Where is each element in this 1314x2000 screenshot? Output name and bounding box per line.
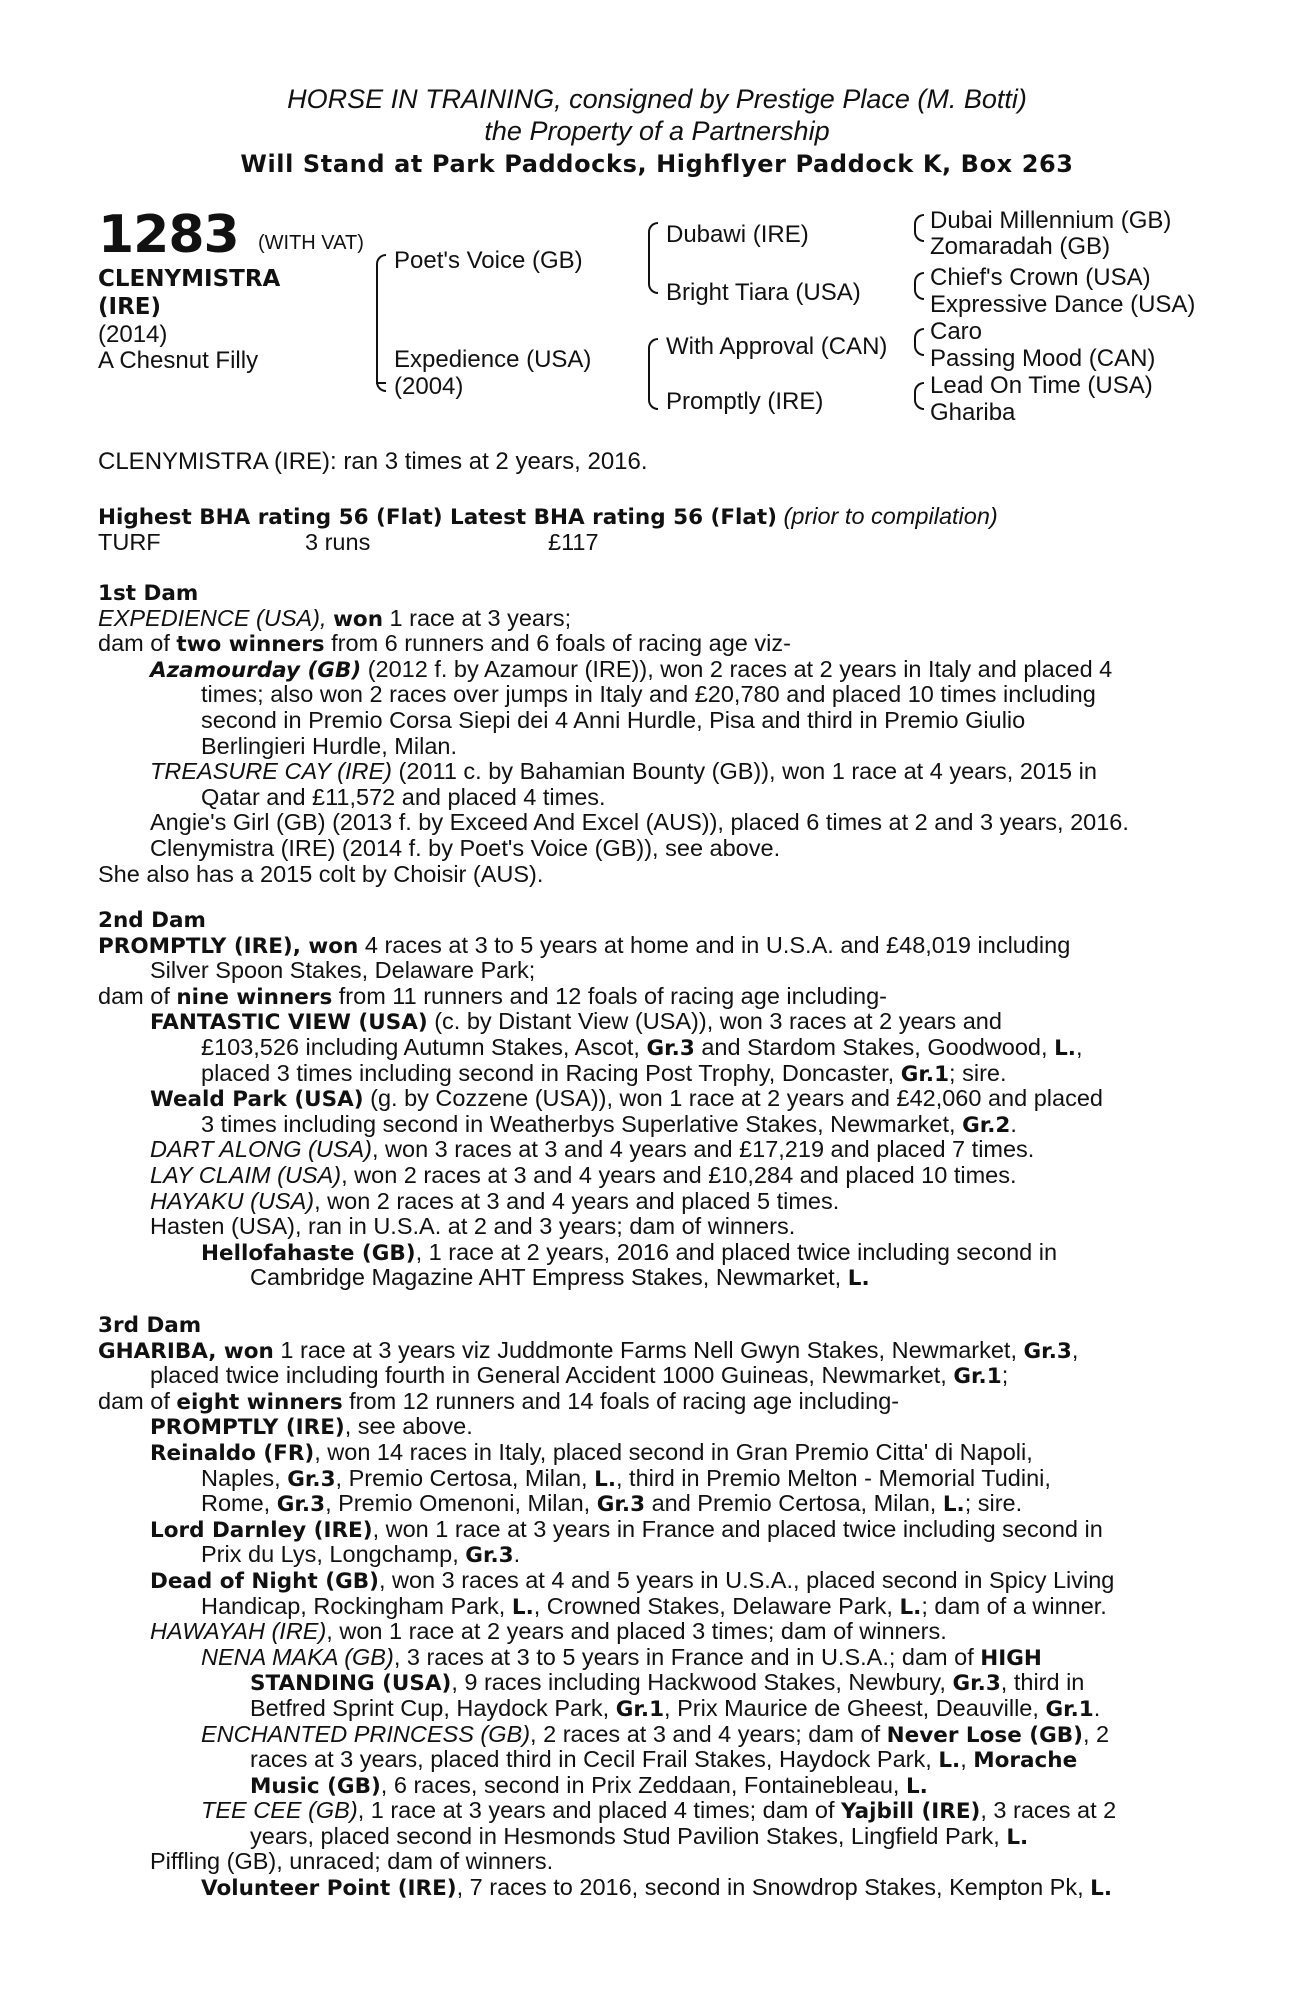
- grade: Gr.1: [900, 1061, 950, 1087]
- text: ; sire.: [964, 1490, 1023, 1517]
- horse-description: A Chesnut Filly: [98, 347, 259, 374]
- horse-name: CLENYMISTRA: [98, 266, 281, 292]
- text: , 3 races at 2: [980, 1797, 1117, 1824]
- text: , third in Premio Melton - Memorial Tudini,: [616, 1464, 1051, 1491]
- turf-runs: 3 runs: [305, 529, 371, 555]
- pedigree-brace: [914, 340, 924, 356]
- text: , 7 races to 2016, second in Snowdrop Stakes, Kempton Pk,: [456, 1874, 1084, 1901]
- progeny-name: Volunteer Point (IRE): [201, 1876, 457, 1902]
- grade: L.: [1090, 1876, 1113, 1902]
- text: from 12 runners and 14 foals of racing age including-: [349, 1387, 900, 1414]
- progeny-name: Morache: [973, 1748, 1078, 1774]
- progeny-name: HAWAYAH (IRE): [150, 1618, 327, 1645]
- grade: Gr.3: [646, 1035, 695, 1061]
- text-bold: won: [333, 606, 384, 632]
- section-heading: 2nd Dam: [98, 908, 206, 933]
- text: , won 3 races at 3 and 4 years and £17,219 and placed 7 times.: [371, 1136, 1035, 1163]
- text: , won 1 race at 2 years and placed 3 times; dam of winners.: [326, 1618, 947, 1645]
- text: Rome,: [201, 1490, 271, 1517]
- dam-dam: Promptly (IRE): [666, 388, 824, 415]
- text: , won 2 races at 3 and 4 years and £10,284 and placed 10 times.: [341, 1161, 1017, 1188]
- section-heading: 3rd Dam: [98, 1313, 202, 1338]
- text: Qatar and £11,572 and placed 4 times.: [201, 783, 606, 810]
- pedigree-brace: [648, 252, 658, 294]
- text: second in Premio Corsa Siepi dei 4 Anni Hurdle, Pisa and third in Premio Giulio: [201, 706, 1026, 733]
- progeny-name: Azamourday (GB): [150, 657, 362, 683]
- text: Hasten (USA), ran in U.S.A. at 2 and 3 years; dam of winners.: [150, 1213, 796, 1240]
- text: dam of: [98, 982, 170, 1009]
- text-bold: two winners: [176, 632, 325, 658]
- text: , Premio Certosa, Milan,: [335, 1464, 588, 1491]
- text: races at 3 years, placed third in Cecil Frail Stakes, Haydock Park,: [250, 1746, 932, 1773]
- grade: Gr.1: [1045, 1696, 1094, 1722]
- grade: L.: [511, 1594, 534, 1620]
- text: placed twice including fourth in General Accident 1000 Guineas, Newmarket,: [150, 1362, 947, 1389]
- grade: Gr.3: [1023, 1338, 1072, 1364]
- text: dam of: [98, 630, 170, 657]
- ancestor-2: Zomaradah (GB): [930, 233, 1111, 260]
- text: She also has a 2015 colt by Choisir (AUS).: [98, 860, 544, 887]
- ancestor-6: Passing Mood (CAN): [930, 345, 1156, 372]
- text: ,: [1075, 1033, 1083, 1060]
- text: 1 race at 3 years viz Juddmonte Farms Nell Gwyn Stakes, Newmarket,: [280, 1336, 1017, 1363]
- grade: Gr.3: [276, 1492, 326, 1518]
- text: ,: [1071, 1336, 1079, 1363]
- owner-line: the Property of a Partnership: [484, 116, 830, 146]
- progeny-name: Lord Darnley (IRE): [150, 1517, 373, 1543]
- turf-prize: £117: [548, 529, 599, 555]
- text: , 9 races including Hackwood Stakes, Newbury,: [451, 1669, 946, 1696]
- progeny-name: HIGH: [980, 1645, 1042, 1671]
- text: , 1 race at 3 years and placed 4 times; dam of: [357, 1797, 835, 1824]
- text: and Premio Certosa, Milan,: [651, 1490, 937, 1517]
- text: .: [1093, 1694, 1101, 1721]
- text: £103,526 including Autumn Stakes, Ascot,: [201, 1033, 640, 1060]
- text-bold: eight winners: [176, 1389, 343, 1415]
- rating-note: (prior to compilation): [783, 503, 998, 529]
- text: , Prix Maurice de Gheest, Deauville,: [664, 1694, 1039, 1721]
- grade: Gr.3: [465, 1543, 514, 1569]
- rating-text: Highest BHA rating 56 (Flat) Latest BHA rating 56 (Flat): [98, 505, 778, 530]
- text: ; dam of a winner.: [921, 1592, 1107, 1619]
- progeny-name: TREASURE CAY (IRE): [150, 758, 392, 785]
- text: ; sire.: [949, 1059, 1007, 1086]
- text: , see above.: [344, 1413, 473, 1440]
- grade: L.: [1054, 1035, 1076, 1061]
- text: , Premio Omenoni, Milan,: [325, 1490, 591, 1517]
- sire-dam: Bright Tiara (USA): [666, 279, 861, 306]
- bha-rating: [98, 503, 998, 530]
- text: 4 races at 3 to 5 years at home and in U.S.A. and £48,019 including: [364, 931, 1071, 958]
- text: , 1 race at 2 years, 2016 and placed twice including second in: [415, 1238, 1058, 1265]
- grade: L.: [942, 1492, 965, 1518]
- sire: Poet's Voice (GB): [394, 247, 583, 274]
- text: , won 2 races at 3 and 4 years and placed 5 times.: [314, 1187, 840, 1214]
- progeny-name: Music (GB): [250, 1773, 381, 1799]
- progeny-name: NENA MAKA (GB): [201, 1643, 394, 1670]
- dam-sire: With Approval (CAN): [666, 333, 888, 360]
- dam-name: GHARIBA, won: [98, 1338, 274, 1364]
- third-dam-section: [98, 1312, 1206, 1901]
- second-dam-section: [98, 907, 1206, 1291]
- pedigree-brace: [648, 222, 658, 254]
- text: placed 3 times including second in Racing Post Trophy, Doncaster,: [201, 1059, 895, 1086]
- lot-number: 1283: [98, 205, 239, 265]
- foaling-year: (2014): [98, 321, 168, 348]
- progeny-name: Never Lose (GB): [886, 1722, 1083, 1748]
- grade: L.: [905, 1773, 928, 1799]
- progeny-name: STANDING (USA): [250, 1671, 452, 1697]
- grade: Gr.1: [953, 1364, 1002, 1390]
- text: (g. by Cozzene (USA)), won 1 race at 2 years and £42,060 and placed: [370, 1085, 1103, 1112]
- text: 1 race at 3 years;: [389, 604, 572, 631]
- race-summary: CLENYMISTRA (IRE): ran 3 times at 2 years, 2016.: [98, 448, 648, 475]
- consignor-line: HORSE IN TRAINING, consigned by Prestige Place (M. Botti): [287, 84, 1027, 114]
- ancestor-1: Dubai Millennium (GB): [930, 207, 1172, 234]
- progeny-name: Yajbill (IRE): [841, 1799, 981, 1825]
- progeny-name: TEE CEE (GB): [201, 1797, 358, 1824]
- ancestor-5: Caro: [930, 318, 983, 345]
- text: , third in: [1000, 1669, 1085, 1696]
- grade: Gr.1: [615, 1696, 665, 1722]
- text: (c. by Distant View (USA)), won 3 races at 2 years and: [434, 1008, 1002, 1035]
- progeny-name: Reinaldo (FR): [150, 1440, 315, 1466]
- pedigree-brace: [648, 368, 658, 410]
- progeny-name: HAYAKU (USA): [150, 1187, 315, 1214]
- section-heading: 1st Dam: [98, 581, 199, 606]
- text: dam of: [98, 1387, 170, 1414]
- text: Betfred Sprint Cup, Haydock Park,: [250, 1694, 610, 1721]
- text: ;: [1001, 1362, 1009, 1389]
- text: Angie's Girl (GB) (2013 f. by Exceed And Excel (AUS)), placed 6 times at 2 and 3 years, 2016.: [150, 809, 1129, 836]
- text: ,: [960, 1746, 967, 1773]
- progeny-name: FANTASTIC VIEW (USA): [150, 1010, 428, 1036]
- progeny-name: Dead of Night (GB): [150, 1568, 379, 1594]
- ancestor-8: Ghariba: [930, 399, 1016, 426]
- grade: Gr.2: [962, 1112, 1011, 1138]
- vat-label: (WITH VAT): [258, 232, 364, 254]
- text: Piffling (GB), unraced; dam of winners.: [150, 1848, 554, 1875]
- turf-label: TURF: [98, 529, 161, 555]
- text: from 11 runners and 12 foals of racing age including-: [338, 982, 888, 1009]
- progeny-name: DART ALONG (USA): [150, 1136, 372, 1163]
- stand-location-line: Will Stand at Park Paddocks, Highflyer Paddock K, Box 263: [240, 150, 1074, 178]
- ancestor-3: Chief's Crown (USA): [930, 264, 1151, 291]
- grade: L.: [594, 1466, 616, 1492]
- ancestor-4: Expressive Dance (USA): [930, 291, 1196, 318]
- dam-year: (2004): [394, 373, 464, 400]
- text: , 6 races, second in Prix Zeddaan, Fontainebleau,: [380, 1771, 900, 1798]
- text: (2012 f. by Azamour (IRE)), won 2 races at 2 years in Italy and placed 4: [367, 655, 1113, 682]
- pedigree-brace: [914, 226, 924, 242]
- text: .: [1010, 1110, 1017, 1137]
- pedigree-brace: [376, 330, 386, 392]
- pedigree-brace: [914, 284, 924, 300]
- text: from 6 runners and 6 foals of racing age viz-: [331, 630, 791, 657]
- text: Berlingieri Hurdle, Milan.: [201, 732, 457, 759]
- text: , 2: [1082, 1720, 1110, 1747]
- grade: Gr.3: [952, 1671, 1001, 1697]
- first-dam-section: [98, 580, 1206, 887]
- dam-name: EXPEDIENCE (USA),: [98, 604, 327, 631]
- grade: L.: [1006, 1824, 1029, 1850]
- text: , won 14 races in Italy, placed second in Gran Premio Citta' di Napoli,: [314, 1438, 1033, 1465]
- sire-sire: Dubawi (IRE): [666, 221, 809, 248]
- text: and Stardom Stakes, Goodwood,: [701, 1033, 1048, 1060]
- text: times; also won 2 races over jumps in Italy and £20,780 and placed 10 times including: [201, 681, 1096, 708]
- horse-origin: (IRE): [98, 294, 162, 320]
- text: Silver Spoon Stakes, Delaware Park;: [150, 957, 536, 984]
- text: Naples,: [201, 1464, 281, 1491]
- text: , 2 races at 3 and 4 years; dam of: [530, 1720, 881, 1747]
- grade: Gr.3: [287, 1466, 336, 1492]
- text-bold: nine winners: [176, 984, 333, 1010]
- progeny-name: Hellofahaste (GB): [201, 1240, 416, 1266]
- text: , won 1 race at 3 years in France and placed twice including second in: [372, 1515, 1103, 1542]
- text: Cambridge Magazine AHT Empress Stakes, Newmarket,: [250, 1264, 842, 1291]
- text: Clenymistra (IRE) (2014 f. by Poet's Voice (GB)), see above.: [150, 834, 781, 861]
- progeny-name: ENCHANTED PRINCESS (GB): [201, 1720, 531, 1747]
- progeny-name: Weald Park (USA): [150, 1087, 364, 1113]
- progeny-name: LAY CLAIM (USA): [150, 1161, 342, 1188]
- text: , 3 races at 3 to 5 years in France and in U.S.A.; dam of: [393, 1643, 974, 1670]
- text: .: [513, 1541, 521, 1568]
- ancestor-7: Lead On Time (USA): [930, 372, 1153, 399]
- text: , Crowned Stakes, Delaware Park,: [533, 1592, 893, 1619]
- grade: Gr.3: [596, 1492, 646, 1518]
- text: Handicap, Rockingham Park,: [201, 1592, 506, 1619]
- text: years, placed second in Hesmonds Stud Pavilion Stakes, Lingfield Park,: [250, 1822, 1000, 1849]
- dam: Expedience (USA): [394, 346, 592, 373]
- grade: L.: [899, 1594, 922, 1620]
- text: Prix du Lys, Longchamp,: [201, 1541, 459, 1568]
- pedigree-brace: [648, 338, 658, 370]
- grade: L.: [847, 1266, 870, 1292]
- text: 3 times including second in Weatherbys Superlative Stakes, Newmarket,: [201, 1110, 956, 1137]
- dam-name: PROMPTLY (IRE), won: [98, 933, 359, 959]
- progeny-name: PROMPTLY (IRE): [150, 1415, 345, 1441]
- text: , won 3 races at 4 and 5 years in U.S.A., placed second in Spicy Living: [378, 1566, 1115, 1593]
- text: (2011 c. by Bahamian Bounty (GB)), won 1 race at 4 years, 2015 in: [398, 758, 1097, 785]
- grade: L.: [938, 1748, 961, 1774]
- pedigree-brace: [914, 394, 924, 410]
